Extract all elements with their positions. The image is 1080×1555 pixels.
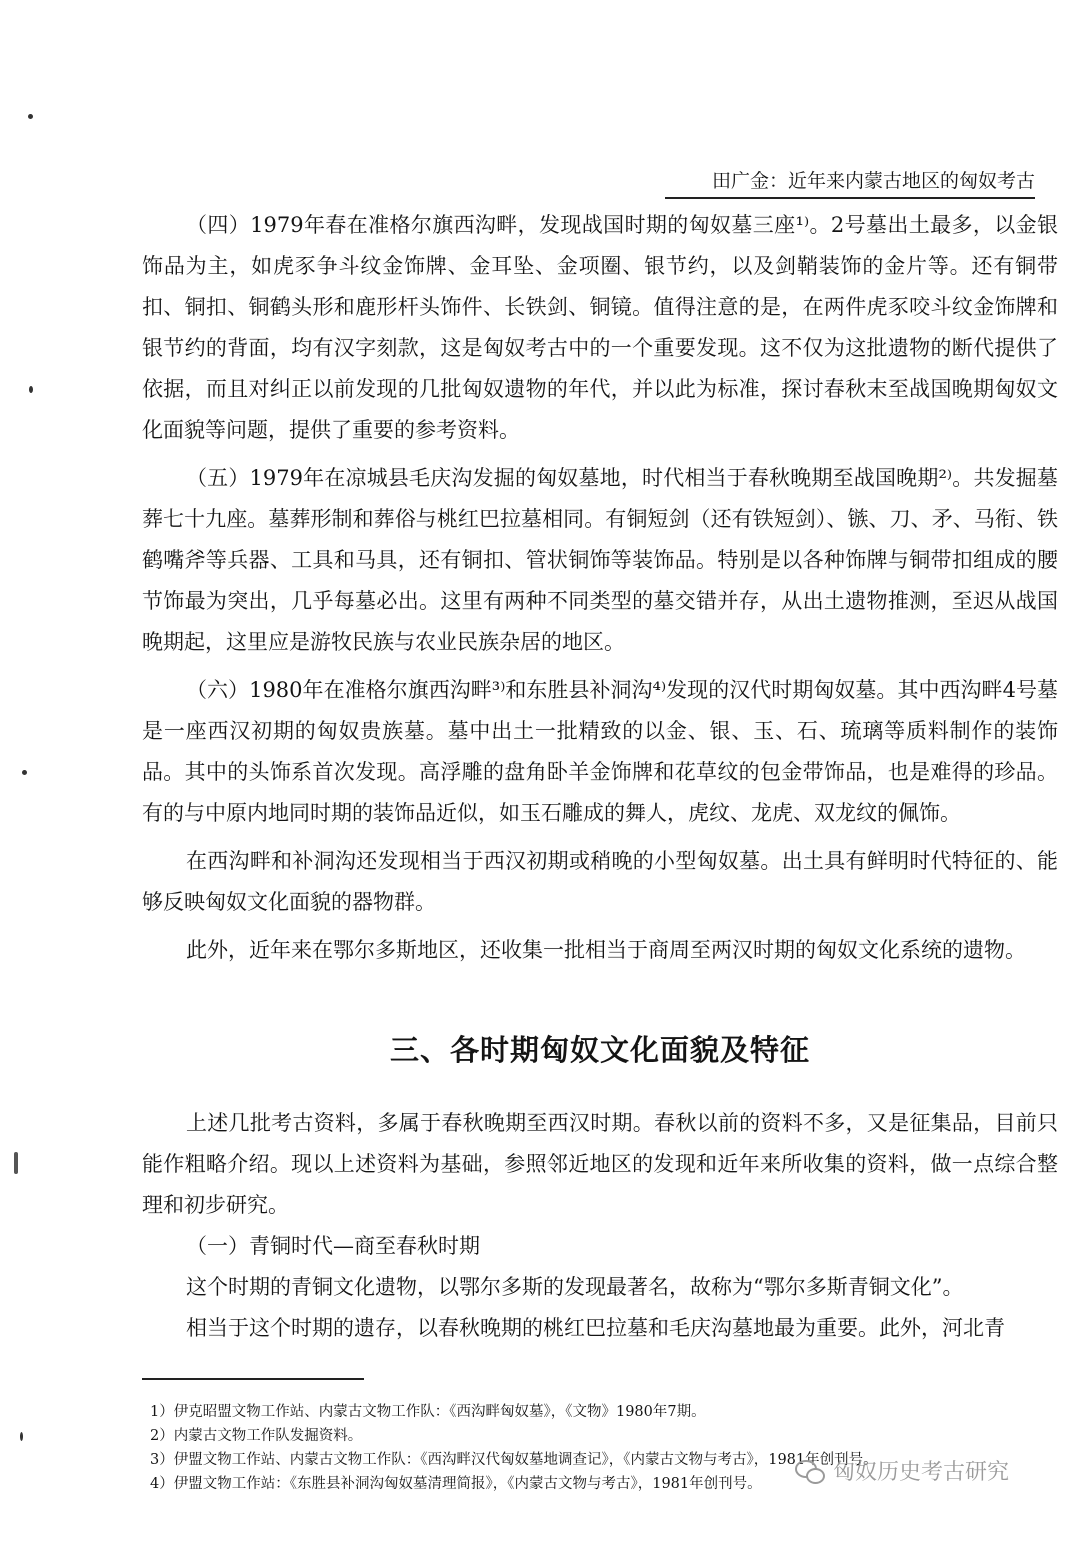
paragraph-small-tombs: 在西沟畔和补洞沟还发现相当于西汉初期或稍晚的小型匈奴墓。出土具有鲜明时代特征的、能够反映匈奴文化面貌的器物群。	[142, 849, 1058, 914]
scan-speck	[14, 1152, 18, 1174]
footnote-divider	[142, 1378, 364, 1380]
wechat-icon	[795, 1459, 825, 1483]
footnote-4: 4）伊盟文物工作站：《东胜县补洞沟匈奴墓清理简报》，《内蒙古文物与考古》，1981年创刊号。	[150, 1476, 762, 1492]
remains-paragraph: 相当于这个时期的遗存，以春秋晚期的桃红巴拉墓和毛庆沟墓地最为重要。此外，河北青	[186, 1316, 1005, 1340]
footnote-2: 2）内蒙古文物工作队发掘资料。	[150, 1428, 363, 1444]
subsection-title: （一）青铜时代—商至春秋时期	[186, 1234, 480, 1258]
ordos-bronze-paragraph: 这个时期的青铜文化遗物，以鄂尔多斯的发现最著名，故称为“鄂尔多斯青铜文化”。	[186, 1275, 964, 1299]
footnote-1: 1）伊克昭盟文物工作站、内蒙古文物工作队：《西沟畔匈奴墓》，《文物》1980年7期。	[150, 1404, 706, 1420]
section-body	[142, 1103, 1058, 1349]
watermark	[795, 1455, 1009, 1486]
scan-speck	[20, 1432, 23, 1441]
running-header: 田广金：近年来内蒙古地区的匈奴考古	[665, 166, 1035, 199]
scan-speck	[29, 386, 33, 393]
scan-speck	[22, 770, 27, 775]
section-intro-paragraph: 上述几批考古资料，多属于春秋晚期至西汉时期。春秋以前的资料不多，又是征集品，目前只能作粗略介绍。现以上述资料为基础，参照邻近地区的发现和近年来所收集的资料，做一点综合整理和初步研究。	[142, 1111, 1058, 1217]
watermark-text: 匈奴历史考古研究	[833, 1460, 1010, 1485]
article-body	[142, 205, 1058, 971]
section-heading: 三、各时期匈奴文化面貌及特征	[389, 1033, 810, 1067]
paragraph-five: （五）1979年在凉城县毛庆沟发掘的匈奴墓地，时代相当于春秋晚期至战国晚期²⁾。共发掘墓葬七十九座。墓葬形制和葬俗与桃红巴拉墓相同。有铜短剑（还有铁短剑）、镞、刀、矛、马衔、铁鹤嘴斧等兵器、工具和马具，还有铜扣、管状铜饰等装饰品。特别是以各种饰牌与铜带扣组成的腰节饰最为突出，几乎每墓必出。这里有两种不同类型的墓交错并存，从出土遗物推测，至迟从战国晚期起，这里应是游牧民族与农业民族杂居的地区。	[142, 466, 1058, 654]
scan-speck	[28, 114, 33, 119]
paragraph-six: （六）1980年在准格尔旗西沟畔³⁾和东胜县补洞沟⁴⁾发现的汉代时期匈奴墓。其中西沟畔4号墓是一座西汉初期的匈奴贵族墓。墓中出土一批精致的以金、银、玉、石、琉璃等质料制作的装饰品。其中的头饰系首次发现。高浮雕的盘角卧羊金饰牌和花草纹的包金带饰品，也是难得的珍品。有的与中原内地同时期的装饰品近似，如玉石雕成的舞人，虎纹、龙虎、双龙纹的佩饰。	[142, 678, 1058, 825]
paragraph-collection: 此外，近年来在鄂尔多斯地区，还收集一批相当于商周至两汉时期的匈奴文化系统的遗物。	[186, 938, 1026, 962]
footnote-3: 3）伊盟文物工作站、内蒙古文物工作队：《西沟畔汉代匈奴墓地调查记》，《内蒙古文物与考古》，1981年创刊号。	[150, 1452, 878, 1468]
paragraph-four: （四）1979年春在准格尔旗西沟畔，发现战国时期的匈奴墓三座¹⁾。2号墓出土最多，以金银饰品为主，如虎豕争斗纹金饰牌、金耳坠、金项圈、银节约，以及剑鞘装饰的金片等。还有铜带扣、铜扣、铜鹤头形和鹿形杆头饰件、长铁剑、铜镜。值得注意的是，在两件虎豕咬斗纹金饰牌和银节约的背面，均有汉字刻款，这是匈奴考古中的一个重要发现。这不仅为这批遗物的断代提供了依据，而且对纠正以前发现的几批匈奴遗物的年代，并以此为标准，探讨春秋末至战国晚期匈奴文化面貌等问题，提供了重要的参考资料。	[142, 213, 1058, 442]
